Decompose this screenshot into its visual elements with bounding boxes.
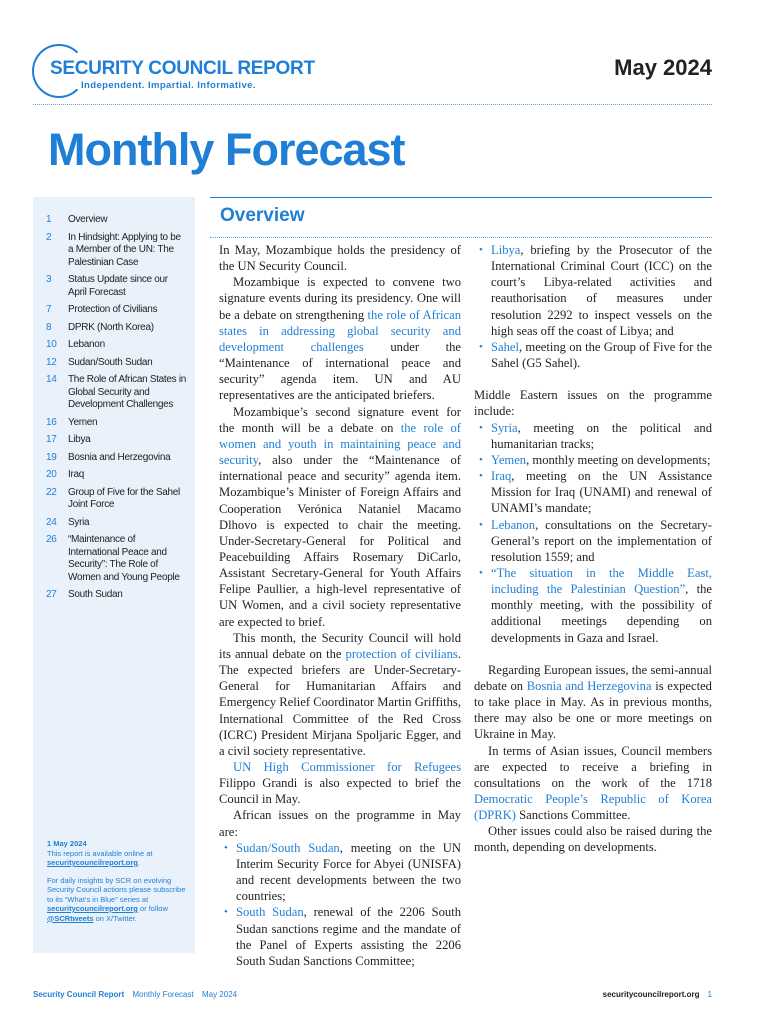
toc-item[interactable]: 14 The Role of African States in Global Security and Development Challenges [46, 374, 187, 410]
paragraph: Regarding European issues, the semi-annual debate on Bosnia and Herzegovina is expected to take place in May. As in previous months, there may also be one or more meetings on Ukraine in May. [474, 662, 712, 742]
list-item: • Iraq, meeting on the UN Assistance Mission for Iraq (UNAMI) and renewal of UNAMI’s mandate; [474, 468, 712, 516]
paragraph: African issues on the programme in May are: [219, 808, 461, 839]
list-item: • Yemen, monthly meeting on developments; [474, 452, 712, 468]
toc-item[interactable]: 27 South Sudan [46, 589, 123, 600]
link-sahel[interactable]: Sahel [491, 339, 519, 354]
column-right [474, 242, 712, 856]
paragraph: Mozambique’s second signature event for the month will be a debate on the role of women and youth in maintaining peace and security, also under the “Maintenance of international peace and security” agenda item. Mozambique’s Minister of Foreign Affairs and Cooperation Verónica Nataniel Macamo Dlhovo is expected to chair the meeting. Under-Secretary-General for Political and Peacebuilding Affairs Rosemary DiCarlo, Assistant Secretary-General for Youth Affairs Felipe Paullier, a high-level representative of UN Women, and a civil society representative are expected to brief. [219, 404, 461, 629]
link-women-youth[interactable]: the role of women and youth in maintaining peace and security [219, 420, 461, 468]
toc-item[interactable]: 22 Group of Five for the Sahel Joint Force [46, 486, 180, 510]
report-date: 1 May 2024 [47, 839, 87, 848]
link-libya[interactable]: Libya [491, 243, 521, 257]
toc-item[interactable]: 8 DPRK (North Korea) [46, 321, 154, 333]
link-yemen[interactable]: Yemen [491, 452, 527, 467]
list-item: • Libya, briefing by the Prosecutor of the International Criminal Court (ICC) on the court’s Libya-related activities and reauthorisation of measures under resolution 2292 to inspect vessels on the high seas off the coast of Libya; and [474, 242, 712, 339]
toc-item[interactable]: 10 Lebanon [46, 339, 105, 350]
footer-site-link[interactable]: securitycouncilreport.org [602, 990, 700, 999]
link-bosnia[interactable]: Bosnia and Herzegovina [526, 678, 652, 693]
heading-divider [210, 237, 712, 238]
link-unhcr[interactable]: UN High Commissioner for Refugees [233, 760, 461, 774]
footer-left: Security Council Report Monthly Forecast May 2024 [33, 990, 238, 999]
toc-item[interactable]: 2 In Hindsight: Applying to be a Member of the UN: The Palestinian Case [46, 231, 181, 268]
link-middle-east[interactable]: “The situation in the Middle East, including the Palestinian Question” [491, 565, 712, 597]
link-syria[interactable]: Syria [491, 420, 518, 435]
paragraph: Other issues could also be raised during the month, depending on developments. [474, 824, 712, 855]
list-item: • Syria, meeting on the political and humanitarian tracks; [474, 420, 712, 452]
page-title: Monthly Forecast [48, 124, 405, 175]
list-item: • Lebanon, consultations on the Secretary-General’s report on the implementation of resolution 1559; and [474, 517, 712, 565]
link-south-sudan[interactable]: South Sudan [236, 905, 304, 920]
toc-item[interactable]: 7 Protection of Civilians [46, 304, 158, 315]
toc-item[interactable]: 1 Overview [46, 214, 108, 225]
link-dprk[interactable]: Democratic People’s Republic of Korea (DPRK) [474, 792, 712, 823]
footer-right [603, 990, 712, 999]
paragraph: UN High Commissioner for Refugees Filippo Grandi is also expected to brief the Council in May. [219, 760, 461, 807]
sidebar [33, 197, 195, 953]
issue-date: May 2024 [614, 55, 712, 80]
sidebar-note: 1 May 2024 This report is available online at securitycouncilreport.org. For daily insights by SCR on evolving Security Council actions please subscribe to its “What’s in Blue” series at securitycouncilreport.org or follow @SCRtweets on X/Twitter. [47, 839, 186, 923]
toc-item[interactable]: 16 Yemen [46, 416, 98, 428]
link-iraq[interactable]: Iraq [491, 469, 512, 484]
org-tagline: Independent. Impartial. Informative. [81, 80, 256, 91]
link-african-states[interactable]: the role of African states in addressing global security and development challenges [219, 307, 461, 354]
africa-list [219, 840, 461, 969]
paragraph: Middle Eastern issues on the programme include: [474, 388, 712, 419]
page-number: 1 [707, 990, 712, 999]
paragraph: This month, the Security Council will hold its annual debate on the protection of civilians. The expected briefers are Under-Secretary-General for Humanitarian Affairs and Emergency Relief Coordinator Martin Griffiths, International Committee of the Red Cross (ICRC) President Mirjana Spoljaric Egger, and a civil society representative. [219, 630, 461, 758]
list-item: • “The situation in the Middle East, including the Palestinian Question”, the monthly meeting, with the possibility of additional meetings depending on developments in Gaza and Israel. [474, 565, 712, 646]
whats-in-blue-link[interactable]: securitycouncilreport.org [47, 904, 138, 913]
header-divider [33, 104, 712, 105]
toc-item[interactable]: 3 Status Update since our April Forecast [46, 274, 168, 298]
toc-item[interactable]: 20 Iraq [46, 469, 85, 480]
list-item: • Sudan/South Sudan, meeting on the UN Interim Security Force for Abyei (UNISFA) and recent developments between the two countries; [219, 840, 461, 905]
toc-item[interactable]: 26 “Maintenance of International Peace and Security”: The Role of Women and Young People [46, 534, 180, 583]
twitter-link[interactable]: @SCRtweets [47, 913, 94, 923]
toc-item[interactable]: 12 Sudan/South Sudan [46, 356, 153, 368]
list-item: • South Sudan, renewal of the 2206 South Sudan sanctions regime and the mandate of the Panel of Experts assisting the 2206 South Sudan Sanctions Committee; [219, 904, 461, 969]
toc-item[interactable]: 24 Syria [46, 516, 90, 528]
org-name: SECURITY COUNCIL REPORT [50, 58, 315, 79]
link-lebanon[interactable]: Lebanon [491, 517, 536, 532]
main-divider [210, 197, 712, 198]
paragraph: Mozambique is expected to convene two signature events during its presidency. One will be a debate on strengthening the role of African states in addressing global security and development challenges under the “Maintenance of international peace and security” agenda item. UN and AU representatives are the anticipated briefers. [219, 275, 461, 403]
toc-item[interactable]: 17 Libya [46, 434, 91, 445]
paragraph: In May, Mozambique holds the presidency of the UN Security Council. [219, 243, 461, 274]
paragraph: In terms of Asian issues, Council members are expected to receive a briefing in consultations on the work of the 1718 Democratic People’s Republic of Korea (DPRK) Sanctions Committee. [474, 743, 712, 823]
toc-item[interactable]: 19 Bosnia and Herzegovina [46, 451, 171, 463]
logo [32, 44, 315, 100]
link-protection-of-civilians[interactable]: protection of civilians [345, 646, 458, 661]
section-heading: Overview [220, 205, 305, 226]
mideast-list [474, 420, 712, 646]
africa-list-continued [474, 242, 712, 371]
link-sudan-south-sudan[interactable]: Sudan/South Sudan [236, 840, 340, 855]
column-left [219, 242, 461, 969]
list-item: • Sahel, meeting on the Group of Five for the Sahel (G5 Sahel). [474, 339, 712, 371]
site-link[interactable]: securitycouncilreport.org [47, 858, 138, 867]
table-of-contents [33, 197, 195, 602]
